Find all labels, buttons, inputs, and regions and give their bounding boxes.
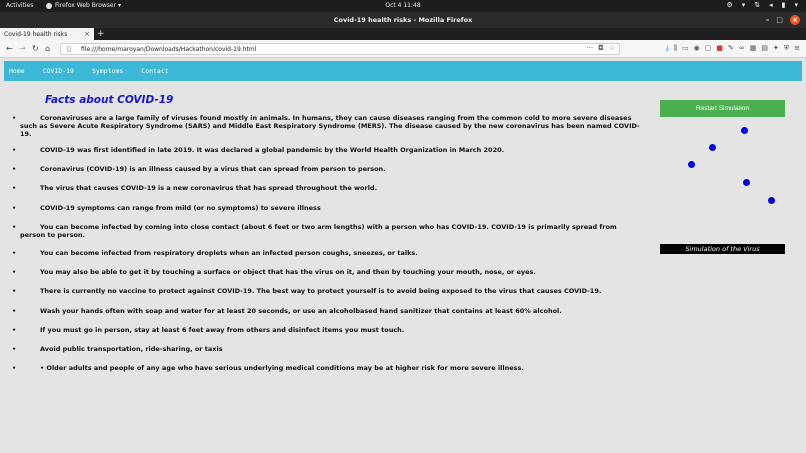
wifi-icon: ▾ [741, 1, 746, 9]
system-tray[interactable] [726, 1, 798, 9]
bullet: • [12, 268, 17, 276]
page-info-icon[interactable]: ▯ [67, 45, 71, 53]
close-tab-icon[interactable]: × [84, 30, 90, 38]
fact-text: Wash your hands often with soap and water for at least 20 seconds, or use an alcoholbased hand sanitizer that contains at least 60% alcohol. [40, 307, 562, 315]
back-icon[interactable]: ← [6, 44, 13, 53]
shield-icon[interactable]: ⛨ [783, 44, 790, 52]
window-controls [766, 15, 800, 25]
app-menu-label: Firefox Web Browser ▾ [55, 2, 121, 9]
close-window-icon[interactable]: × [790, 15, 800, 25]
fact-text: You may also be able to get it by touching a surface or object that has the virus on it, and then by touching your mouth, nose, or eyes. [40, 268, 536, 276]
page-actions-icon[interactable]: ··· [586, 44, 594, 52]
bullet: • [12, 287, 17, 295]
system-top-bar [0, 0, 806, 12]
bullet: • [12, 204, 17, 212]
network-icon: ⇅ [754, 1, 761, 9]
settings-icon: ⚙ [726, 1, 733, 9]
list-item [12, 307, 642, 315]
battery-icon: ▮ [781, 1, 786, 9]
nav-link-covid19[interactable]: COVID-19 [42, 67, 74, 75]
tab-label: Covid-19 health risks [4, 31, 68, 38]
list-item [12, 287, 642, 295]
library-icon[interactable]: ⫼ [673, 44, 678, 52]
grid-extension-icon[interactable]: ▦ [749, 44, 757, 52]
list-item [12, 146, 642, 154]
list-item [12, 249, 642, 257]
bullet: • [12, 307, 17, 315]
fact-text: There is currently no vaccine to protect against COVID-19. The best way to protect yourself is to avoid being exposed to the virus that causes COVID-19. [40, 287, 602, 295]
fact-text: Coronaviruses are a large family of viruses found mostly in animals. In humans, they can cause diseases ranging from the common cold to more severe diseases such as Severe Acute Respiratory Syndrome (SARS) and Middle East Respiratory Syndrome (MERS). The disease caused by the new coronavirus has been named COVID-19. [20, 114, 640, 138]
page-viewport [0, 58, 806, 453]
list-item [12, 326, 642, 334]
account-icon[interactable]: ◉ [693, 44, 700, 52]
maximize-icon[interactable]: □ [776, 16, 783, 24]
url-text: file:///home/maroyan/Downloads/Hackathon/covid-19.html [81, 46, 257, 53]
url-actions [586, 44, 615, 52]
restart-simulation-button[interactable]: Restart Simulation [660, 100, 785, 117]
virus-particle [768, 197, 775, 204]
volume-icon: ◂ [769, 1, 773, 9]
list-item [12, 204, 642, 212]
fact-text: If you must go in person, stay at least 6 feet away from others and disinfect items you must touch. [40, 326, 405, 334]
screenshot-icon[interactable]: ▢ [704, 44, 712, 52]
simulation-canvas [660, 120, 785, 240]
fact-text: Coronavirus (COVID-19) is an illness caused by a virus that can spread from person to person. [40, 165, 386, 173]
fact-text: You can become infected by coming into close contact (about 6 feet or two arm lengths) with a person who has COVID-19. COVID-19 is primarily spread from person to person. [20, 223, 617, 239]
site-navbar [4, 61, 802, 81]
list-item [12, 364, 642, 372]
pdf-extension-icon[interactable]: ■ [716, 44, 724, 52]
new-tab-icon[interactable]: + [97, 29, 105, 39]
fact-text: You can become infected from respiratory droplets when an infected person coughs, sneezes, or talks. [40, 249, 418, 257]
extension-icon[interactable]: ∞ [738, 44, 745, 52]
nav-toolbar [0, 40, 806, 58]
fact-text: COVID-19 was first identified in late 2019. It was declared a global pandemic by the World Health Organization in March 2020. [40, 146, 505, 154]
url-bar[interactable] [60, 43, 620, 55]
fact-text: COVID-19 symptoms can range from mild (or no symptoms) to severe illness [40, 204, 321, 212]
nav-link-symptoms[interactable]: Symptoms [91, 67, 124, 75]
bullet: • [12, 345, 17, 353]
minimize-icon[interactable]: – [765, 16, 770, 24]
list-item [12, 268, 642, 276]
bullet: • [12, 223, 17, 231]
tab-covid-health-risks[interactable] [0, 28, 94, 40]
virus-particle [709, 144, 716, 151]
nav-link-home[interactable]: Home [9, 67, 25, 75]
reload-icon[interactable]: ↻ [32, 44, 39, 53]
list-item [12, 114, 642, 138]
list-item [12, 345, 642, 353]
bullet: • [12, 146, 17, 154]
toolbar-extensions [666, 44, 800, 53]
bullet: • [12, 114, 17, 122]
sidebar-icon[interactable]: ▭ [682, 44, 689, 52]
nav-link-contact[interactable]: Contact [141, 67, 169, 75]
translate-extension-icon[interactable]: ✎ [728, 44, 734, 52]
virus-particle [743, 179, 750, 186]
virus-particle [688, 161, 695, 168]
pin-extension-icon[interactable]: ✦ [773, 44, 779, 52]
bookmark-star-icon[interactable]: ☆ [608, 44, 615, 52]
list-item [12, 223, 642, 239]
power-menu-icon: ▾ [794, 1, 798, 9]
home-icon[interactable]: ⌂ [45, 44, 51, 53]
page-heading: Facts about COVID-19 [45, 94, 174, 106]
bullet: • [12, 165, 17, 173]
list-item [12, 165, 642, 173]
bullet: • [12, 249, 17, 257]
fact-text: • Older adults and people of any age who have serious underlying medical conditions may be at higher risk for more severe illness. [40, 364, 524, 372]
blocker-extension-icon[interactable]: ▤ [761, 44, 768, 52]
fact-text: Avoid public transportation, ride-sharing, or taxis [40, 345, 223, 353]
list-item [12, 184, 642, 192]
fact-text: The virus that causes COVID-19 is a new coronavirus that has spread throughout the world. [40, 184, 378, 192]
virus-particle [741, 127, 748, 134]
simulation-caption: Simulation of the Virus [660, 244, 785, 254]
bullet: • [12, 184, 17, 192]
window-titlebar [0, 12, 806, 28]
bullet: • [12, 326, 17, 334]
pocket-icon[interactable]: ◘ [598, 44, 604, 52]
activities-button[interactable]: Activities [6, 2, 34, 9]
menu-icon[interactable]: ≡ [794, 44, 800, 52]
downloads-icon[interactable]: ⤓ [665, 44, 669, 52]
window-title: Covid-19 health risks - Mozilla Firefox [333, 16, 473, 24]
tab-strip [0, 28, 806, 40]
bullet: • [12, 364, 17, 372]
forward-icon[interactable]: → [19, 44, 26, 53]
clock[interactable]: Oct 4 11:48 [385, 2, 421, 9]
